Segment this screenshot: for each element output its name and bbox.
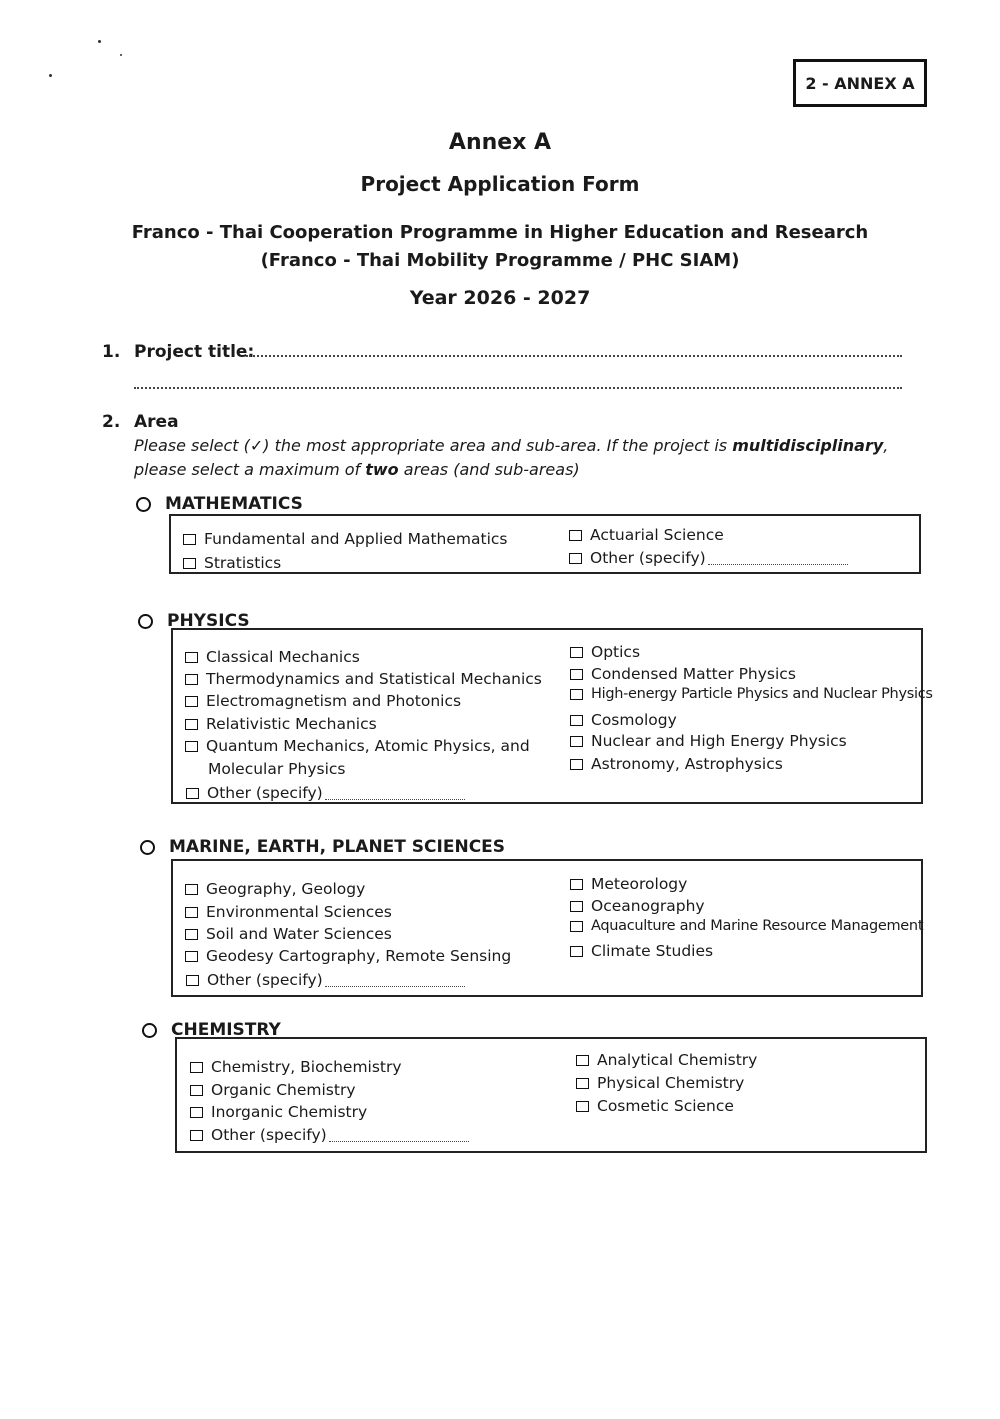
scan-speck <box>49 74 52 77</box>
checkbox-geography-geology[interactable]: Geography, Geology <box>185 880 365 898</box>
checkbox-icon[interactable] <box>570 946 583 957</box>
checkbox-icon[interactable] <box>185 652 198 663</box>
checkbox-icon[interactable] <box>576 1055 589 1066</box>
checkbox-icon[interactable] <box>570 759 583 770</box>
checkbox-icon[interactable] <box>185 741 198 752</box>
area-chemistry-option[interactable]: CHEMISTRY <box>142 1020 281 1040</box>
checkbox-optics[interactable]: Optics <box>570 643 640 661</box>
checkbox-icon[interactable] <box>186 975 199 986</box>
checkbox-icon[interactable] <box>190 1062 203 1073</box>
checkbox-icon[interactable] <box>185 674 198 685</box>
other-specify-field[interactable] <box>329 1129 469 1142</box>
form-subtitle: Project Application Form <box>360 172 640 196</box>
checkbox-geodesy[interactable]: Geodesy Cartography, Remote Sensing <box>185 947 511 965</box>
checkbox-stratistics[interactable]: Stratistics <box>183 554 281 572</box>
checkbox-icon[interactable] <box>569 553 582 564</box>
radio-icon[interactable] <box>136 497 151 512</box>
checkbox-astronomy[interactable]: Astronomy, Astrophysics <box>570 755 783 773</box>
checkbox-icon[interactable] <box>576 1101 589 1112</box>
checkbox-icon[interactable] <box>190 1085 203 1096</box>
project-title-field-line2[interactable] <box>134 387 902 389</box>
checkbox-icon[interactable] <box>570 715 583 726</box>
programme-alias: (Franco - Thai Mobility Programme / PHC SIAM) <box>260 250 740 271</box>
checkbox-icon[interactable] <box>570 901 583 912</box>
scan-speck <box>98 40 101 43</box>
checkbox-icon[interactable] <box>185 696 198 707</box>
checkbox-organic-chemistry[interactable]: Organic Chemistry <box>190 1081 356 1099</box>
radio-icon[interactable] <box>140 840 155 855</box>
checkbox-nuclear-high-energy[interactable]: Nuclear and High Energy Physics <box>570 732 847 750</box>
annex-badge: 2 - ANNEX A <box>793 59 927 107</box>
checkbox-classical-mechanics[interactable]: Classical Mechanics <box>185 648 360 666</box>
scan-speck <box>120 54 122 56</box>
checkbox-high-energy-particle[interactable]: High-energy Particle Physics and Nuclear Physics <box>570 686 933 702</box>
checkbox-icon[interactable] <box>576 1078 589 1089</box>
checkbox-physics-other[interactable]: Other (specify) <box>186 784 465 802</box>
checkbox-icon[interactable] <box>570 736 583 747</box>
checkbox-electromagnetism[interactable]: Electromagnetism and Photonics <box>185 692 461 710</box>
checkbox-aquaculture[interactable]: Aquaculture and Marine Resource Management <box>570 918 923 934</box>
checkbox-icon[interactable] <box>570 669 583 680</box>
checkbox-thermodynamics[interactable]: Thermodynamics and Statistical Mechanics <box>185 670 542 688</box>
area-mathematics-option[interactable]: MATHEMATICS <box>136 494 303 514</box>
checkbox-icon[interactable] <box>190 1130 203 1141</box>
project-title-label: Project title: <box>134 342 255 362</box>
checkbox-soil-water[interactable]: Soil and Water Sciences <box>185 925 392 943</box>
project-title-field-line1[interactable] <box>246 355 902 357</box>
checkbox-analytical-chemistry[interactable]: Analytical Chemistry <box>576 1051 757 1069</box>
checkbox-icon[interactable] <box>190 1107 203 1118</box>
checkbox-icon[interactable] <box>183 558 196 569</box>
checkbox-icon[interactable] <box>569 530 582 541</box>
checkbox-icon[interactable] <box>570 879 583 890</box>
other-specify-field[interactable] <box>325 974 465 987</box>
checkbox-chem-other[interactable]: Other (specify) <box>190 1126 469 1144</box>
question-2-number: 2. <box>102 412 121 432</box>
quantum-mechanics-label-continued: Molecular Physics <box>208 760 346 778</box>
checkbox-icon[interactable] <box>183 534 196 545</box>
checkbox-earth-other[interactable]: Other (specify) <box>186 971 465 989</box>
checkbox-climate-studies[interactable]: Climate Studies <box>570 942 713 960</box>
checkbox-environmental-sciences[interactable]: Environmental Sciences <box>185 903 392 921</box>
area-label: Area <box>134 412 179 432</box>
checkbox-fundamental-applied-math[interactable]: Fundamental and Applied Mathematics <box>183 530 508 548</box>
checkbox-icon[interactable] <box>185 951 198 962</box>
checkbox-cosmetic-science[interactable]: Cosmetic Science <box>576 1097 734 1115</box>
question-1-number: 1. <box>102 342 121 362</box>
checkbox-icon[interactable] <box>570 921 583 932</box>
checkbox-oceanography[interactable]: Oceanography <box>570 897 705 915</box>
radio-icon[interactable] <box>142 1023 157 1038</box>
programme-name: Franco - Thai Cooperation Programme in Higher Education and Research <box>131 222 869 243</box>
radio-icon[interactable] <box>138 614 153 629</box>
checkbox-icon[interactable] <box>570 647 583 658</box>
checkbox-cosmology[interactable]: Cosmology <box>570 711 677 729</box>
checkbox-icon[interactable] <box>185 884 198 895</box>
checkbox-inorganic-chemistry[interactable]: Inorganic Chemistry <box>190 1103 367 1121</box>
checkbox-actuarial-science[interactable]: Actuarial Science <box>569 526 724 544</box>
programme-year: Year 2026 - 2027 <box>409 287 591 309</box>
area-earth-sciences-option[interactable]: MARINE, EARTH, PLANET SCIENCES <box>140 837 505 857</box>
checkbox-icon[interactable] <box>185 719 198 730</box>
checkbox-condensed-matter[interactable]: Condensed Matter Physics <box>570 665 796 683</box>
checkbox-icon[interactable] <box>185 907 198 918</box>
checkbox-quantum-mechanics[interactable]: Quantum Mechanics, Atomic Physics, and <box>185 737 530 755</box>
checkbox-icon[interactable] <box>185 929 198 940</box>
checkbox-chemistry-biochemistry[interactable]: Chemistry, Biochemistry <box>190 1058 402 1076</box>
other-specify-field[interactable] <box>708 552 848 565</box>
checkbox-icon[interactable] <box>186 788 199 799</box>
page-title: Annex A <box>448 130 552 155</box>
checkbox-icon[interactable] <box>570 689 583 700</box>
checkbox-math-other[interactable]: Other (specify) <box>569 549 848 567</box>
other-specify-field[interactable] <box>325 787 465 800</box>
area-physics-option[interactable]: PHYSICS <box>138 611 250 631</box>
checkbox-meteorology[interactable]: Meteorology <box>570 875 687 893</box>
area-instructions: Please select (✓) the most appropriate area and sub-area. If the project is multidisciplinary, please select a maximum of two areas (and sub-areas) <box>134 436 889 479</box>
checkbox-physical-chemistry[interactable]: Physical Chemistry <box>576 1074 744 1092</box>
checkbox-relativistic-mechanics[interactable]: Relativistic Mechanics <box>185 715 377 733</box>
